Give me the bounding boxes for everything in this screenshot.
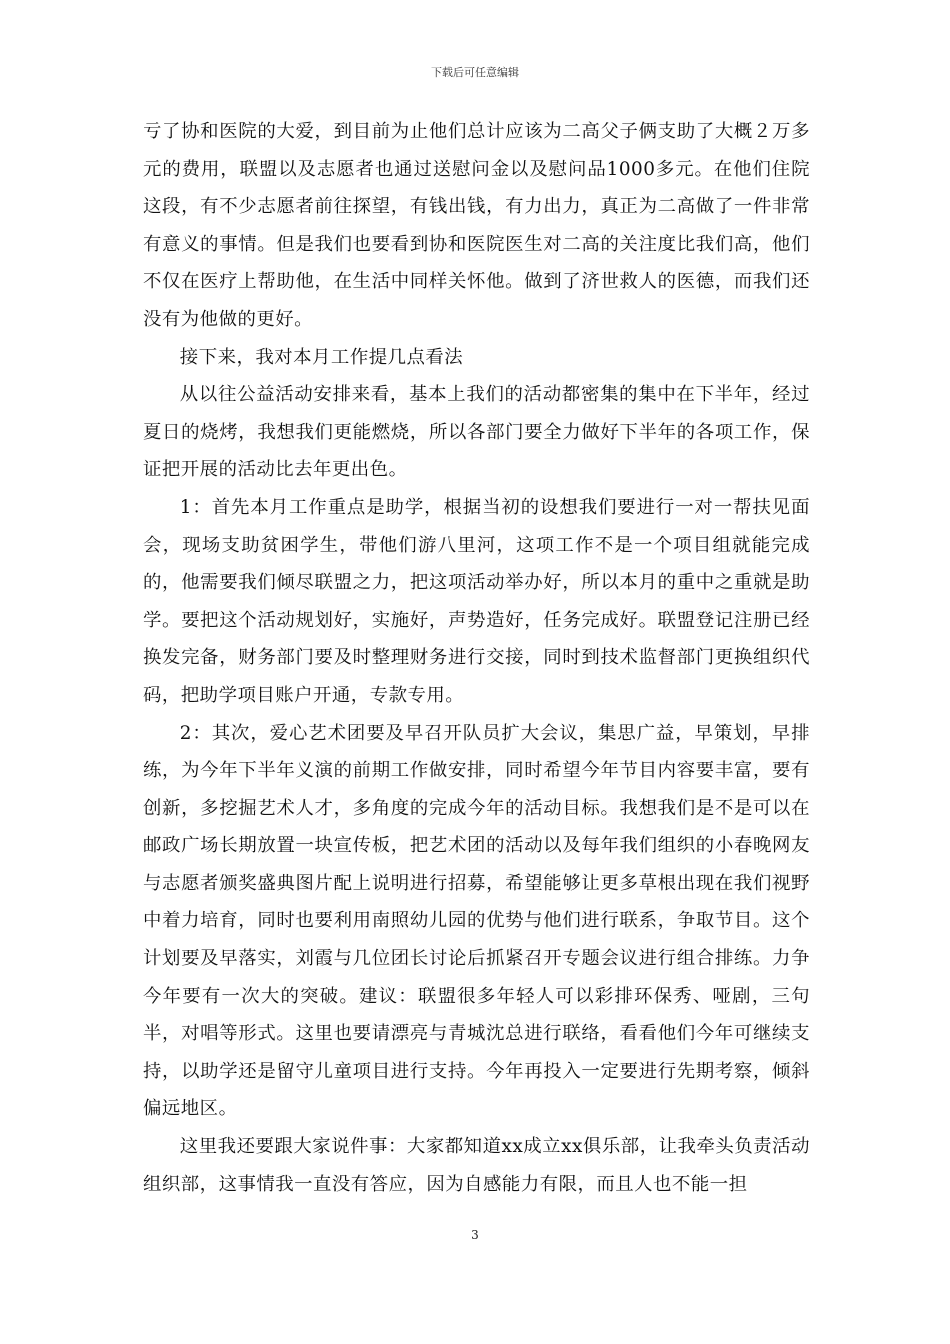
- paragraph-point-1: 1：首先本月工作重点是助学，根据当初的设想我们要进行一对一帮扶见面会，现场支助贫困学生，带他们游八里河，这项工作不是一个项目组就能完成的，他需要我们倾尽联盟之力，把这项活动举办好，所以本月的重中之重就是助学。要把这个活动规划好，实施好，声势造好，任务完成好。联盟登记注册已经换发完备，财务部门要及时整理财务进行交接，同时到技术监督部门更换组织代码，把助学项目账户开通，专款专用。: [143, 496, 810, 706]
- page-number: 3: [471, 1228, 479, 1242]
- paragraph-continued: 亏了协和医院的大爱，到目前为止他们总计应该为二高父子俩支助了大概２万多元的费用，联盟以及志愿者也通过送慰问金以及慰问品1000多元。在他们住院这段，有不少志愿者前往探望，有钱出钱，有力出力，真正为二高做了一件非常有意义的事情。但是我们也要看到协和医院医生对二高的关注度比我们高，他们不仅在医疗上帮助他，在生活中同样关怀他。做到了济世救人的医德，而我们还没有为他做的更好。: [143, 121, 810, 330]
- paragraph-club-matter: 这里我还要跟大家说件事：大家都知道xx成立xx俱乐部，让我牵头负责活动组织部，这事情我一直没有答应，因为自感能力有限，而且人也不能一担: [143, 1136, 810, 1195]
- paragraph-overview: 从以往公益活动安排来看，基本上我们的活动都密集的集中在下半年，经过夏日的烧烤，我想我们更能燃烧，所以各部门要全力做好下半年的各项工作，保证把开展的活动比去年更出色。: [143, 384, 810, 481]
- page-header: 下载后可任意编辑: [431, 66, 519, 79]
- paragraph-point-2: 2：其次，爱心艺术团要及早召开队员扩大会议，集思广益，早策划，早排练，为今年下半年义演的前期工作做安排，同时希望今年节目内容要丰富，要有创新，多挖掘艺术人才，多角度的完成今年的活动目标。我想我们是不是可以在邮政广场长期放置一块宣传板，把艺术团的活动以及每年我们组织的小春晚网友与志愿者颁奖盛典图片配上说明进行招募，希望能够让更多草根出现在我们视野中着力培育，同时也要利用南照幼儿园的优势与他们进行联系，争取节目。这个计划要及早落实，刘霞与几位团长讨论后抓紧召开专题会议进行组合排练。力争今年要有一次大的突破。建议：联盟很多年轻人可以彩排环保秀、哑剧，三句半，对唱等形式。这里也要请漂亮与青城沈总进行联络，看看他们今年可继续支持，以助学还是留守儿童项目进行支持。今年再投入一定要进行先期考察，倾斜偏远地区。: [143, 722, 810, 1120]
- document-body: [143, 113, 810, 1203]
- paragraph-intro-views: 接下来，我对本月工作提几点看法: [179, 346, 464, 368]
